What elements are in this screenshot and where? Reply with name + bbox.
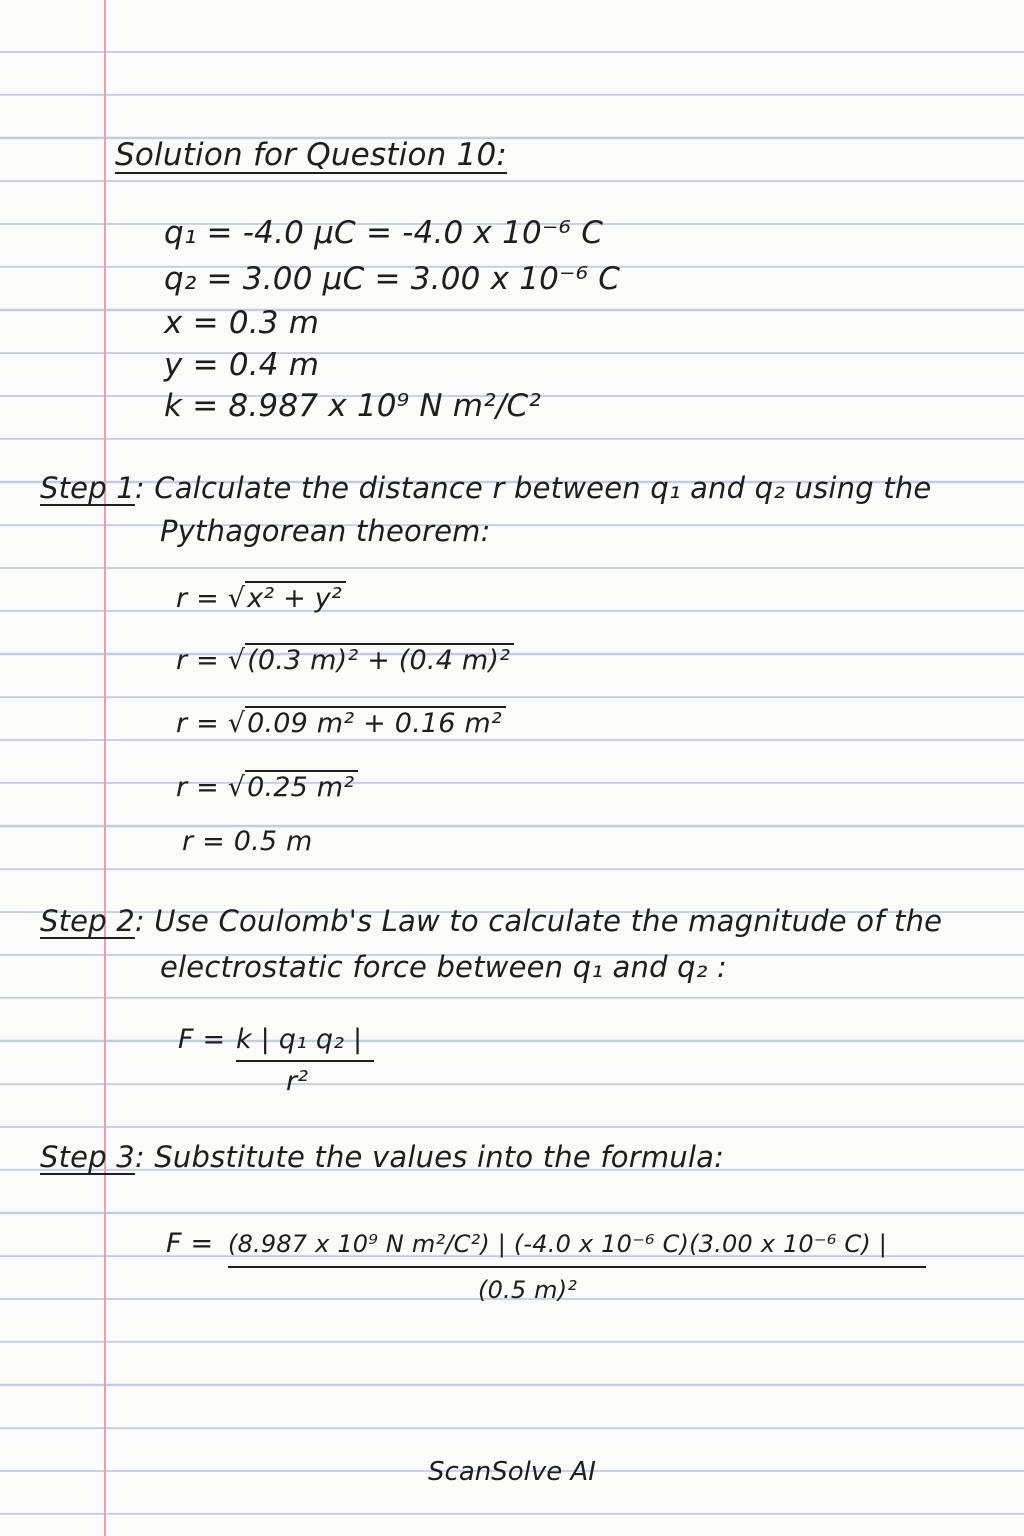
step1-result: r = 0.5 m xyxy=(182,826,313,857)
sqrt-eq-1 xyxy=(176,583,346,614)
formula-denominator: r² xyxy=(286,1066,309,1097)
fraction-bar xyxy=(236,1060,374,1062)
step3-text: Substitute the values into the formula: xyxy=(154,1140,725,1174)
sqrt-eq-2 xyxy=(176,645,514,676)
sqrt-symbol: √ xyxy=(227,645,246,676)
substituted-numerator: (8.987 x 10⁹ N m²/C²) | (-4.0 x 10⁻⁶ C)(3.00 x 10⁻⁶ C) | xyxy=(228,1230,888,1258)
step3-line: Step 3: Substitute the values into the formula: xyxy=(40,1140,725,1174)
sqrt-symbol: √ xyxy=(227,772,246,803)
formula-numerator: k | q₁ q₂ | xyxy=(236,1024,363,1055)
sqrt-eq-3 xyxy=(176,708,506,739)
eq-prefix: r = xyxy=(176,708,219,739)
formula-lhs: F = xyxy=(178,1024,226,1055)
substituted-denominator: (0.5 m)² xyxy=(478,1276,578,1304)
radicand: x² + y² xyxy=(245,581,346,614)
given-y: y = 0.4 m xyxy=(164,347,320,383)
given-x: x = 0.3 m xyxy=(164,305,320,341)
step2-line1: Step 2: Use Coulomb's Law to calculate the magnitude of the xyxy=(40,904,943,938)
radicand: 0.09 m² + 0.16 m² xyxy=(245,706,506,739)
radicand: 0.25 m² xyxy=(245,770,358,803)
radicand: (0.3 m)² + (0.4 m)² xyxy=(245,643,514,676)
sqrt-symbol: √ xyxy=(227,583,246,614)
eq-prefix: r = xyxy=(176,772,219,803)
step1-label: Step 1 xyxy=(40,471,135,505)
page-title: Solution for Question 10: xyxy=(115,137,508,173)
coulomb-formula-fraction xyxy=(236,1024,376,1104)
sqrt-symbol: √ xyxy=(227,708,246,739)
step1-text-line2: Pythagorean theorem: xyxy=(160,514,491,548)
step1-line1: Step 1: Calculate the distance r between q₁ and q₂ using the xyxy=(40,471,932,505)
sqrt-eq-4 xyxy=(176,772,358,803)
step2-text-line2: electrostatic force between q₁ and q₂ : xyxy=(160,950,727,984)
fraction-bar xyxy=(228,1266,926,1268)
footer-brand: ScanSolve AI xyxy=(428,1457,596,1487)
margin-line xyxy=(104,0,106,1536)
step1-text-line1: Calculate the distance r between q₁ and q₂ using the xyxy=(154,471,932,505)
given-q1: q₁ = -4.0 μC = -4.0 x 10⁻⁶ C xyxy=(164,215,604,251)
substituted-lhs: F = xyxy=(166,1228,214,1259)
given-q2: q₂ = 3.00 μC = 3.00 x 10⁻⁶ C xyxy=(164,261,621,297)
step2-label: Step 2 xyxy=(40,904,135,938)
step3-label: Step 3 xyxy=(40,1140,135,1174)
step2-text-line1: Use Coulomb's Law to calculate the magnitude of the xyxy=(154,904,943,938)
given-k: k = 8.987 x 10⁹ N m²/C² xyxy=(164,388,541,424)
eq-prefix: r = xyxy=(176,583,219,614)
substituted-formula-fraction xyxy=(228,1230,928,1320)
eq-prefix: r = xyxy=(176,645,219,676)
